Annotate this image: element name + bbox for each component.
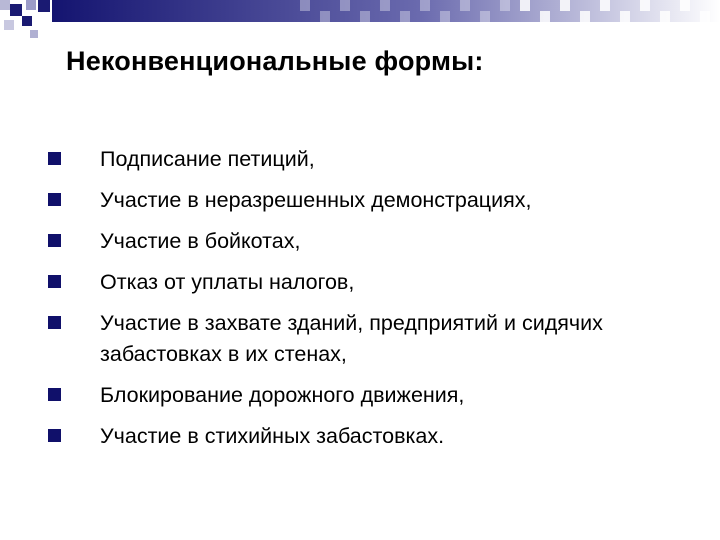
list-item (46, 144, 686, 175)
header-decoration (0, 0, 720, 50)
bullet-list (46, 144, 686, 462)
square-bullet-icon (48, 388, 61, 401)
bullet-text: Подписание петиций, (100, 147, 315, 171)
bullet-text: Участие в неразрешенных демонстрациях, (100, 188, 532, 212)
square-bullet-icon (48, 429, 61, 442)
bullet-text: Участие в стихийных забастовках. (100, 424, 445, 448)
bullet-text: Блокирование дорожного движения, (100, 383, 465, 407)
bullet-text: Участие в бойкотах, (100, 229, 301, 253)
square-bullet-icon (48, 193, 61, 206)
bullet-text: Отказ от уплаты налогов, (100, 270, 355, 294)
list-item (46, 421, 686, 452)
square-bullet-icon (48, 234, 61, 247)
list-item (46, 226, 686, 257)
bullet-text: Участие в захвате зданий, предприятий и сидячих забастовках в их стенах, (100, 311, 603, 366)
list-item (46, 380, 686, 411)
list-item (46, 185, 686, 216)
list-item (46, 308, 686, 370)
list-item (46, 267, 686, 298)
square-bullet-icon (48, 275, 61, 288)
slide-title: Неконвенциональные формы: (66, 46, 484, 76)
square-bullet-icon (48, 152, 61, 165)
square-bullet-icon (48, 316, 61, 329)
